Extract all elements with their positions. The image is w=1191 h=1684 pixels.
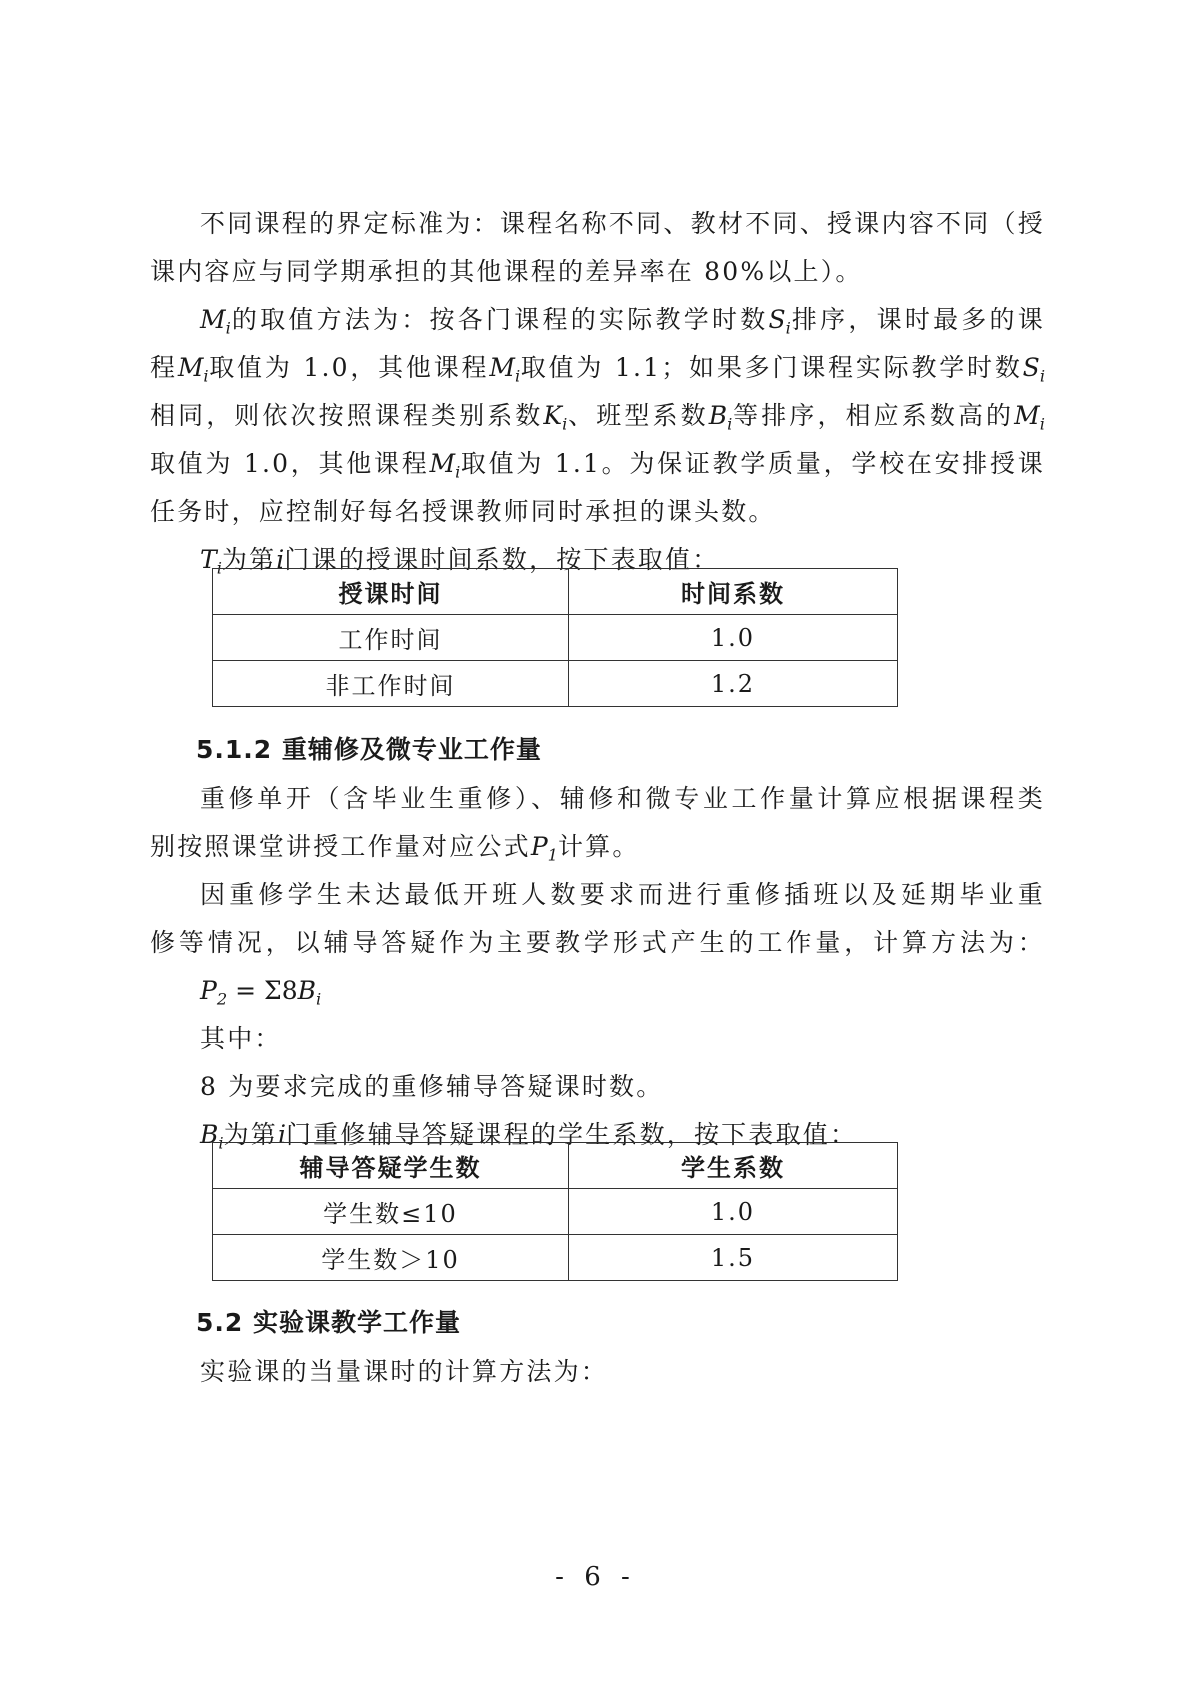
section-heading-5-2: 5.2 实验课教学工作量 [196,1308,461,1337]
symbol-ki: $K_i$ [543,401,568,434]
paragraph-mi-line-1: $M_i$的取值方法为：按各门课程的实际教学时数$S_i$排序，课时最多的课 [200,305,1045,338]
table-cell: 学生数＞10 [213,1235,569,1281]
symbol-p1: $P_1$ [530,832,558,865]
paragraph-bi-intro: $B_i$为第i门重修辅导答疑课程的学生系数，按下表取值： [200,1120,858,1153]
table-row [213,661,898,707]
paragraph-course-definition-line-1: 不同课程的界定标准为：课程名称不同、教材不同、授课内容不同（授 [200,209,1045,238]
table-cell: 学生数≤10 [213,1189,569,1235]
paragraph-retake-line-2: 别按照课堂讲授工作量对应公式$P_1$计算。 [150,832,640,865]
paragraph-tutoring-line-2: 修等情况，以辅导答疑作为主要教学形式产生的工作量，计算方法为： [150,928,1045,957]
teaching-time-coefficient-table [212,568,898,707]
symbol-p2: $P_2$ [200,976,228,1009]
table-cell: 1.0 [569,1189,898,1235]
table-cell: 工作时间 [213,615,569,661]
symbol-bi: $B_i$ [708,401,733,434]
table-cell: 非工作时间 [213,661,569,707]
symbol-mi: $M_i$ [200,305,231,338]
paragraph-tutoring-line-1: 因重修学生未达最低开班人数要求而进行重修插班以及延期毕业重 [200,880,1045,909]
table-cell: 1.2 [569,661,898,707]
paragraph-mi-line-5: 任务时，应控制好每名授课教师同时承担的课头数。 [150,497,776,526]
section-heading-5-1-2: 5.1.2 重辅修及微专业工作量 [196,735,542,764]
symbol-mi: $M_i$ [429,449,461,482]
paragraph-ti-intro: $T_i$为第i门课的授课时间系数，按下表取值： [200,545,720,578]
table-header-cell: 辅导答疑学生数 [213,1143,569,1189]
table-cell: 1.0 [569,615,898,661]
symbol-si: $S_i$ [768,305,791,338]
table-header-cell: 学生系数 [569,1143,898,1189]
paragraph-mi-line-4: 取值为 1.0，其他课程$M_i$取值为 1.1。为保证教学质量，学校在安排授课 [150,449,1045,482]
symbol-mi: $M_i$ [489,353,521,386]
table-header-cell: 授课时间 [213,569,569,615]
note-tutoring-hours: 8 为要求完成的重修辅导答疑课时数。 [200,1072,664,1101]
paragraph-course-definition-line-2: 课内容应与同学期承担的其他课程的差异率在 80%以上）。 [150,257,863,286]
table-row [213,1235,898,1281]
paragraph-mi-line-2: 程$M_i$取值为 1.0，其他课程$M_i$取值为 1.1；如果多门课程实际教学时数$S_i$ [150,353,1046,386]
table-header-row [213,569,898,615]
page-number: - 6 - [555,1562,636,1592]
symbol-bi: $B_i$ [200,1120,224,1153]
table-row [213,615,898,661]
table-header-row [213,1143,898,1189]
table-row [213,1189,898,1235]
where-label: 其中： [200,1024,282,1053]
symbol-si: $S_i$ [1022,353,1046,386]
symbol-bi: $B_i$ [297,976,322,1009]
symbol-mi: $M_i$ [1014,401,1045,434]
table-header-cell: 时间系数 [569,569,898,615]
symbol-mi: $M_i$ [177,353,209,386]
table-cell: 1.5 [569,1235,898,1281]
paragraph-mi-line-3: 相同，则依次按照课程类别系数$K_i$、班型系数$B_i$等排序，相应系数高的$M_i$ [150,401,1045,434]
student-coefficient-table [212,1142,898,1281]
formula-p2: $P_2 = \Sigma 8B_i$ [200,976,322,1009]
symbol-ti: $T_i$ [200,545,222,578]
paragraph-retake-line-1: 重修单开（含毕业生重修）、辅修和微专业工作量计算应根据课程类 [200,784,1045,813]
paragraph-lab-course-intro: 实验课的当量课时的计算方法为： [200,1357,609,1386]
